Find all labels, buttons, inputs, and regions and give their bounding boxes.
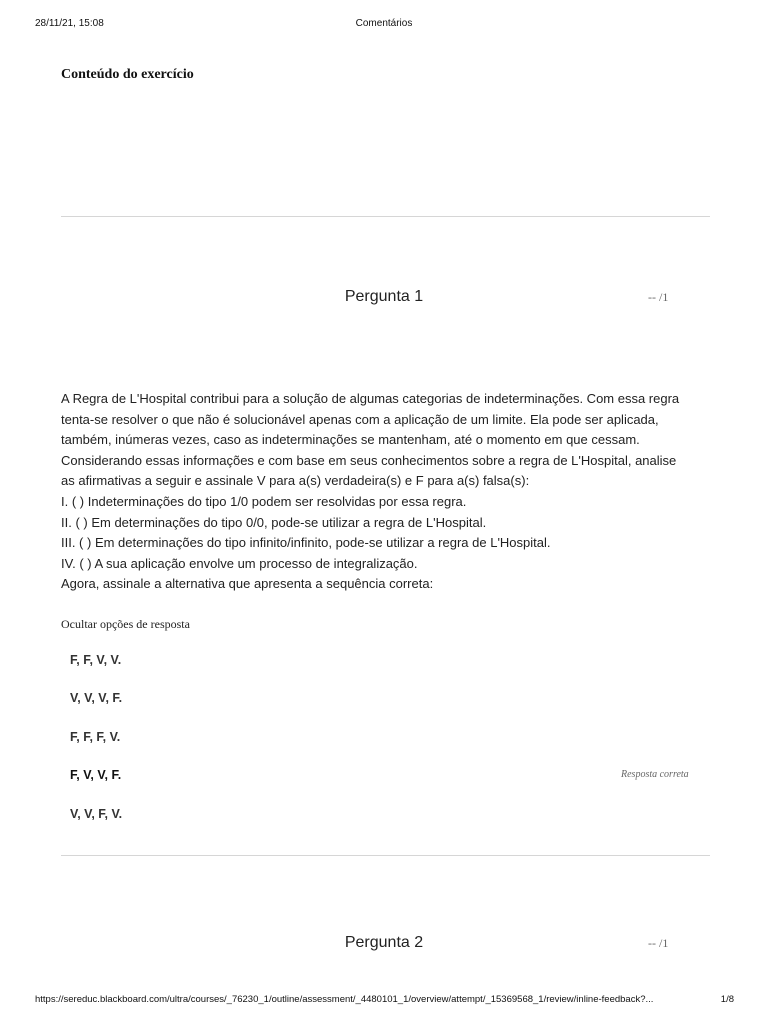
divider [61, 855, 710, 856]
statement-line: Considerando essas informações e com base em seus conhecimentos sobre a regra de L'Hospital, analise [61, 452, 677, 468]
statement-line: IV. ( ) A sua aplicação envolve um processo de integralização. [61, 555, 418, 571]
print-header [0, 18, 768, 32]
answer-option-5[interactable]: V, V, F, V. [70, 807, 123, 821]
answer-option-1[interactable]: F, F, V, V. [70, 653, 122, 667]
statement-line: Agora, assinale a alternativa que apresenta a sequência correta: [61, 576, 434, 592]
page-number: 1/8 [720, 994, 734, 1005]
question-2-title: Pergunta 2 [344, 934, 424, 951]
statement-line: também, inúmeras vezes, caso as indeterminações se mantenham, até o momento em que cessam. [61, 432, 640, 448]
statement-line: II. ( ) Em determinações do tipo 0/0, pode-se utilizar a regra de L'Hospital. [61, 514, 487, 530]
answer-option-3[interactable]: F, F, F, V. [70, 730, 121, 744]
print-footer [0, 994, 768, 1008]
statement-line: tenta-se resolver o que não é solucionável apenas com a aplicação de um limite. Ela pode ser aplicada, [61, 411, 659, 427]
statement-line: as afirmativas a seguir e assinale V para a(s) verdadeira(s) e F para a(s) falsa(s): [61, 473, 530, 489]
question-1-title: Pergunta 1 [344, 288, 424, 305]
hide-answer-options-button[interactable]: Ocultar opções de resposta [61, 617, 190, 631]
section-title: Conteúdo do exercício [61, 67, 194, 82]
answer-option-2[interactable]: V, V, V, F. [70, 691, 123, 705]
print-date: 28/11/21, 15:08 [35, 18, 104, 29]
statement-line: I. ( ) Indeterminações do tipo 1/0 podem ser resolvidas por essa regra. [61, 493, 467, 509]
statement-line: III. ( ) Em determinações do tipo infinito/infinito, pode-se utilizar a regra de L'Hospital. [61, 535, 551, 551]
print-url: https://sereduc.blackboard.com/ultra/courses/_76230_1/outline/assessment/_4480101_1/overview/attempt/_15369568_1/review/inline-feedback?... [35, 994, 654, 1005]
answer-option-4-correct[interactable]: F, V, V, F. [70, 768, 122, 782]
question-2-score: -- /1 [648, 936, 669, 950]
question-1-statement [61, 389, 721, 595]
print-title: Comentários [355, 18, 413, 29]
divider [61, 216, 710, 217]
question-1-score: -- /1 [648, 290, 669, 304]
correct-answer-label: Resposta correta [621, 769, 689, 780]
statement-line: A Regra de L'Hospital contribui para a solução de algumas categorias de indeterminações. Com essa regra [61, 391, 680, 406]
